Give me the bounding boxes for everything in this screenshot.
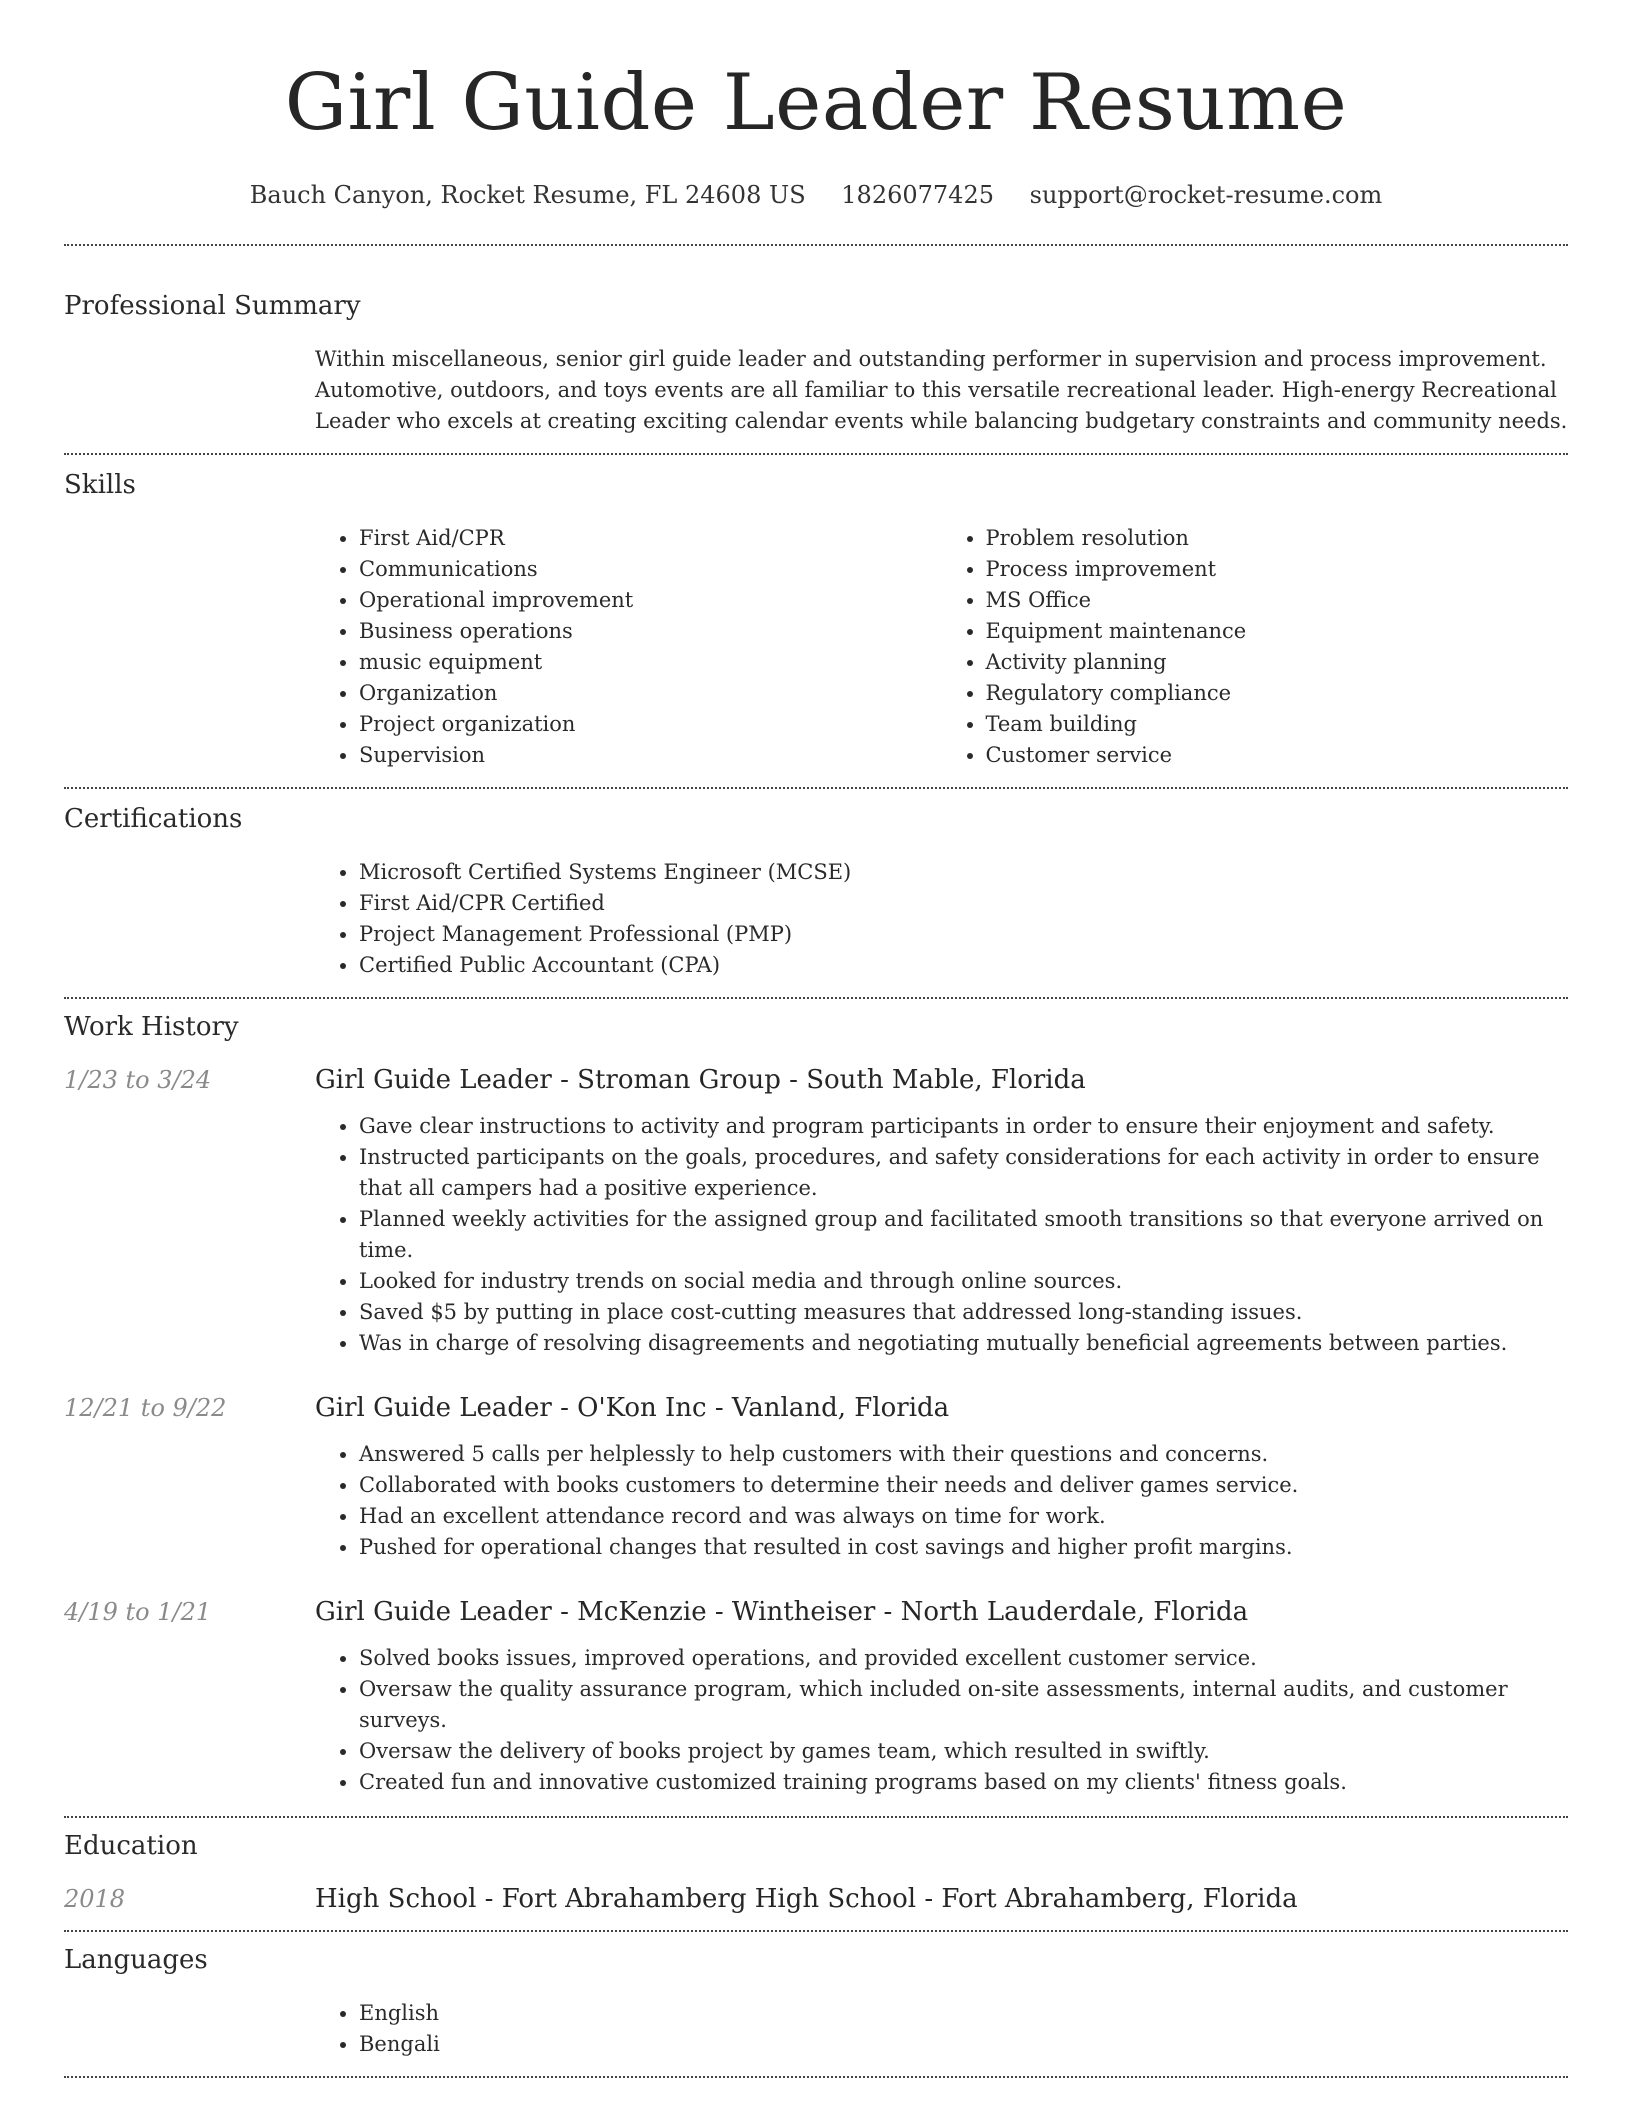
list-item: • MS Office — [986, 585, 1569, 616]
certifications-list — [315, 857, 1568, 981]
contact-line — [64, 178, 1568, 212]
divider — [64, 2076, 1568, 2078]
languages-content — [315, 1998, 1568, 2060]
list-item: • Customer service — [986, 740, 1569, 771]
list-item: • First Aid/CPR — [359, 523, 942, 554]
list-item: • Regulatory compliance — [986, 678, 1569, 709]
job-dates: 4/19 to 1/21 — [64, 1598, 212, 1626]
work-section — [64, 999, 1568, 1816]
languages-list — [315, 1998, 1568, 2060]
list-item: • English — [359, 1998, 1568, 2029]
job-details — [315, 1439, 1568, 1563]
certifications-section — [64, 789, 1568, 997]
list-item: • Bengali — [359, 2029, 1568, 2060]
summary-heading: Professional Summary — [64, 291, 361, 321]
languages-heading: Languages — [64, 1945, 208, 1975]
list-item: • Project Management Professional (PMP) — [359, 919, 1568, 950]
certifications-heading: Certifications — [64, 804, 243, 834]
languages-section — [64, 1932, 1568, 2076]
education-section — [64, 1818, 1568, 1930]
job-header — [64, 1597, 1568, 1627]
list-item: • Communications — [359, 554, 942, 585]
resume-header — [64, 0, 1568, 212]
skills-heading: Skills — [64, 470, 136, 500]
list-item: • music equipment — [359, 647, 942, 678]
work-heading: Work History — [64, 1012, 239, 1042]
list-item: • Planned weekly activities for the assigned group and facilitated smooth transitions so that everyone arrived on time. — [359, 1204, 1568, 1266]
contact-address: Bauch Canyon, Rocket Resume, FL 24608 US — [249, 181, 806, 209]
job-title: Girl Guide Leader - O'Kon Inc - Vanland, Florida — [315, 1393, 950, 1423]
list-item: • Looked for industry trends on social media and through online sources. — [359, 1266, 1568, 1297]
list-item: • Collaborated with books customers to determine their needs and deliver games service. — [359, 1470, 1568, 1501]
list-item: • Activity planning — [986, 647, 1569, 678]
list-item: • Oversaw the quality assurance program, which included on-site assessments, internal audits, and customer surveys. — [359, 1674, 1568, 1736]
list-item: • Answered 5 calls per helplessly to help customers with their questions and concerns. — [359, 1439, 1568, 1470]
list-item: • Solved books issues, improved operations, and provided excellent customer service. — [359, 1643, 1568, 1674]
job-entry — [64, 1065, 1568, 1359]
list-item: • Certified Public Accountant (CPA) — [359, 950, 1568, 981]
list-item: • Supervision — [359, 740, 942, 771]
resume-title: Girl Guide Leader Resume — [284, 58, 1348, 148]
certifications-content — [315, 857, 1568, 981]
list-item: • Business operations — [359, 616, 942, 647]
skills-section — [64, 455, 1568, 787]
job-entry — [64, 1393, 1568, 1563]
list-item: • Had an excellent attendance record and was always on time for work. — [359, 1501, 1568, 1532]
education-school: High School - Fort Abrahamberg High School - Fort Abrahamberg, Florida — [315, 1884, 1298, 1914]
list-item: • Created fun and innovative customized training programs based on my clients' fitness goals. — [359, 1767, 1568, 1798]
job-details — [315, 1111, 1568, 1359]
list-item: • Process improvement — [986, 554, 1569, 585]
list-item: • Was in charge of resolving disagreements and negotiating mutually beneficial agreements between parties. — [359, 1328, 1568, 1359]
job-bullets — [315, 1111, 1568, 1359]
job-dates: 12/21 to 9/22 — [64, 1394, 227, 1422]
skills-list-right — [942, 523, 1569, 771]
list-item: • Pushed for operational changes that resulted in cost savings and higher profit margins. — [359, 1532, 1568, 1563]
job-details — [315, 1643, 1568, 1798]
job-bullets — [315, 1643, 1568, 1798]
contact-email: support@rocket-resume.com — [1029, 181, 1383, 209]
job-dates: 1/23 to 3/24 — [64, 1066, 212, 1094]
job-title: Girl Guide Leader - Stroman Group - South Mable, Florida — [315, 1065, 1086, 1095]
list-item: • Oversaw the delivery of books project by games team, which resulted in swiftly. — [359, 1736, 1568, 1767]
list-item: • Saved $5 by putting in place cost-cutting measures that addressed long-standing issues. — [359, 1297, 1568, 1328]
list-item: • Microsoft Certified Systems Engineer (MCSE) — [359, 857, 1568, 888]
list-item: • Project organization — [359, 709, 942, 740]
list-item: • Problem resolution — [986, 523, 1569, 554]
summary-text: Within miscellaneous, senior girl guide leader and outstanding performer in supervision and process improvement. Automotive, outdoors, and toys events are all familiar to this versatile recreational leader. High-energy Recreational Leader who excels at creating exciting calendar events while balancing budgetary constraints and community needs. — [315, 347, 1568, 433]
resume-page — [64, 0, 1568, 2078]
education-entry — [64, 1884, 1568, 1914]
job-header — [64, 1393, 1568, 1423]
skills-list-left — [315, 523, 942, 771]
list-item: • Team building — [986, 709, 1569, 740]
job-bullets — [315, 1439, 1568, 1563]
list-item: • Gave clear instructions to activity and program participants in order to ensure their enjoyment and safety. — [359, 1111, 1568, 1142]
job-title: Girl Guide Leader - McKenzie - Wintheiser - North Lauderdale, Florida — [315, 1597, 1249, 1627]
education-year: 2018 — [64, 1885, 126, 1913]
skills-grid — [315, 523, 1568, 771]
list-item: • Organization — [359, 678, 942, 709]
list-item: • Equipment maintenance — [986, 616, 1569, 647]
contact-phone: 1826077425 — [841, 181, 994, 209]
list-item: • Instructed participants on the goals, procedures, and safety considerations for each activity in order to ensure that all campers had a positive experience. — [359, 1142, 1568, 1204]
list-item: • Operational improvement — [359, 585, 942, 616]
summary-section — [64, 246, 1568, 453]
job-header — [64, 1065, 1568, 1095]
job-entry — [64, 1597, 1568, 1798]
education-heading: Education — [64, 1831, 198, 1861]
list-item: • First Aid/CPR Certified — [359, 888, 1568, 919]
